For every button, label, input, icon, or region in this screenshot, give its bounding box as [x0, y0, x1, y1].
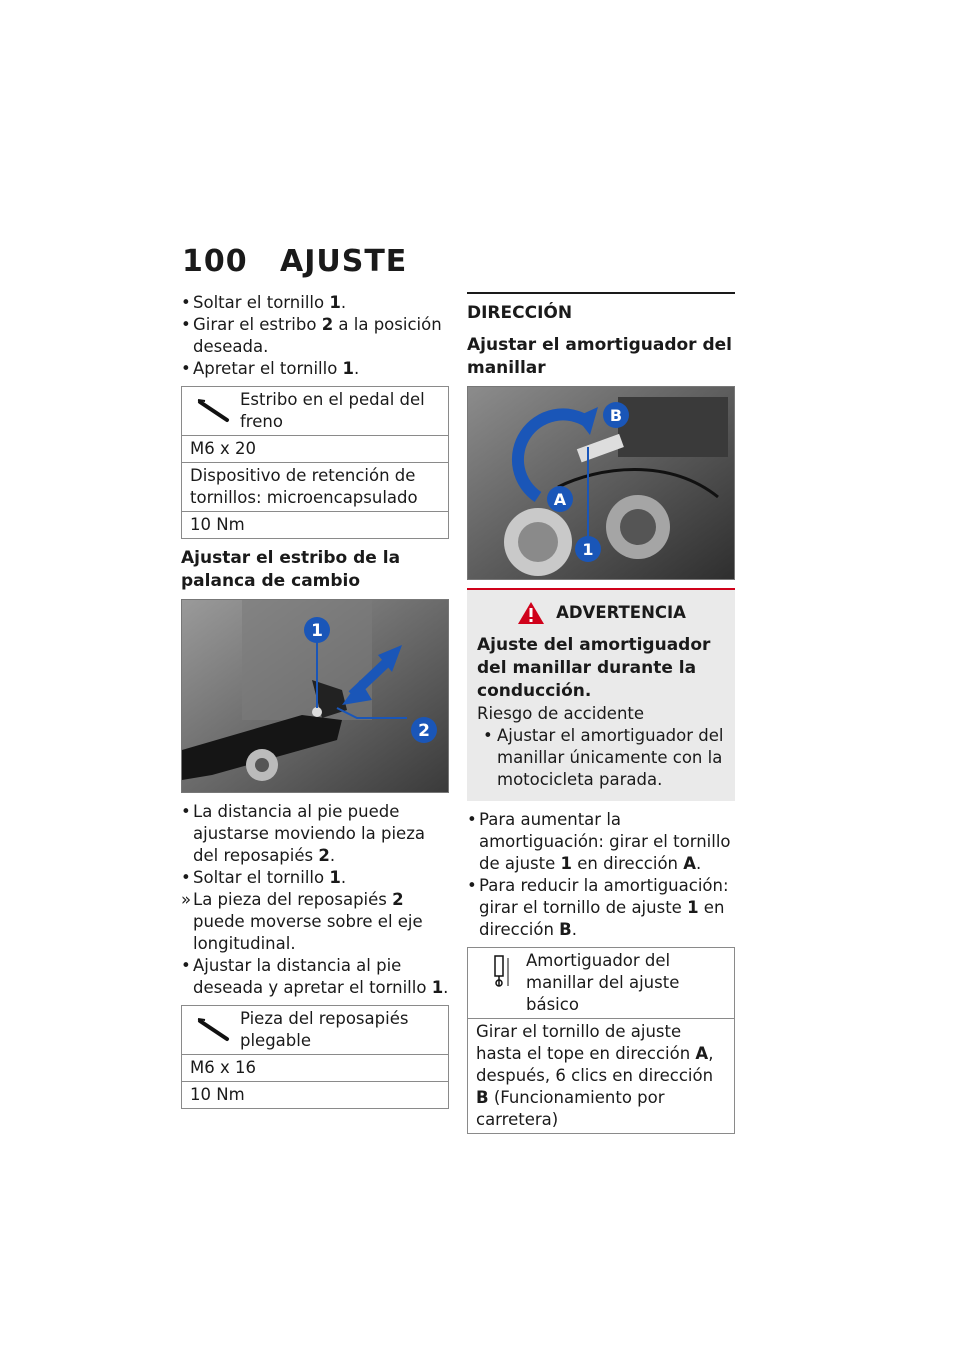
spec-head: Pieza del reposapiés plegable	[182, 1006, 448, 1054]
page-header	[182, 244, 407, 279]
list-item: • La distancia al pie puede ajustarse moviendo la pieza del reposapiés 2.	[181, 801, 449, 867]
shift-spec-table	[181, 1005, 449, 1109]
spec-row: M6 x 16	[182, 1054, 448, 1081]
damper-heading: Ajustar el amortiguador del manillar	[467, 335, 733, 378]
warning-triangle-icon	[516, 600, 546, 626]
spec-row: Girar el tornillo de ajuste hasta el tope en dirección A, después, 6 clics en dirección B (Funcionamiento por carretera)	[468, 1018, 734, 1133]
warning-bullet: • Ajustar el amortiguador del manillar únicamente con la motocicleta parada.	[477, 725, 725, 791]
list-item: • Apretar el tornillo 1.	[181, 358, 449, 380]
callout-2: 2	[418, 721, 430, 741]
spec-head: Estribo en el pedal del freno	[182, 387, 448, 435]
list-item: • Para aumentar la amortiguación: girar el tornillo de ajuste 1 en dirección A.	[467, 809, 735, 875]
left-column	[181, 292, 449, 1117]
spec-row: M6 x 20	[182, 435, 448, 462]
right-column	[467, 292, 735, 1142]
callout-b: B	[609, 406, 623, 425]
section-title: DIRECCIÓN	[467, 292, 735, 324]
shift-lever-image	[181, 599, 449, 793]
callout-a: A	[553, 490, 567, 509]
wrench-icon	[190, 1008, 240, 1052]
page-number: 100	[182, 244, 248, 279]
warning-heading: Ajuste del amortiguador del manillar durante la conducción.	[477, 635, 711, 701]
list-item: • Soltar el tornillo 1.	[181, 292, 449, 314]
wrench-icon	[190, 389, 240, 433]
damper-steps	[467, 809, 735, 941]
list-item-result: » La pieza del reposapiés 2 puede moverse sobre el eje longitudinal.	[181, 889, 449, 955]
spec-row: 10 Nm	[182, 511, 448, 538]
list-item: • Soltar el tornillo 1.	[181, 867, 449, 889]
page-title: AJUSTE	[280, 244, 408, 279]
list-item: • Ajustar la distancia al pie deseada y apretar el tornillo 1.	[181, 955, 449, 999]
brake-spec-table	[181, 386, 449, 539]
spec-head: Amortiguador del manillar del ajuste básico	[468, 948, 734, 1018]
damper-adjust-icon	[476, 950, 526, 994]
brake-steps	[181, 292, 449, 380]
spec-row: Dispositivo de retención de tornillos: microencapsulado	[182, 462, 448, 511]
list-item: • Girar el estribo 2 a la posición deseada.	[181, 314, 449, 358]
steering-damper-image	[467, 386, 735, 580]
warning-title: ADVERTENCIA	[477, 600, 725, 626]
warning-risk: Riesgo de accidente	[477, 704, 645, 723]
spec-row: 10 Nm	[182, 1081, 448, 1108]
callout-1: 1	[311, 621, 323, 641]
shift-steps	[181, 801, 449, 999]
list-item: • Para reducir la amortiguación: girar el tornillo de ajuste 1 en dirección B.	[467, 875, 735, 941]
basic-setting-table	[467, 947, 735, 1134]
shift-heading: Ajustar el estribo de la palanca de cambio	[181, 548, 401, 591]
callout-1: 1	[582, 540, 594, 559]
warning-box	[467, 588, 735, 801]
